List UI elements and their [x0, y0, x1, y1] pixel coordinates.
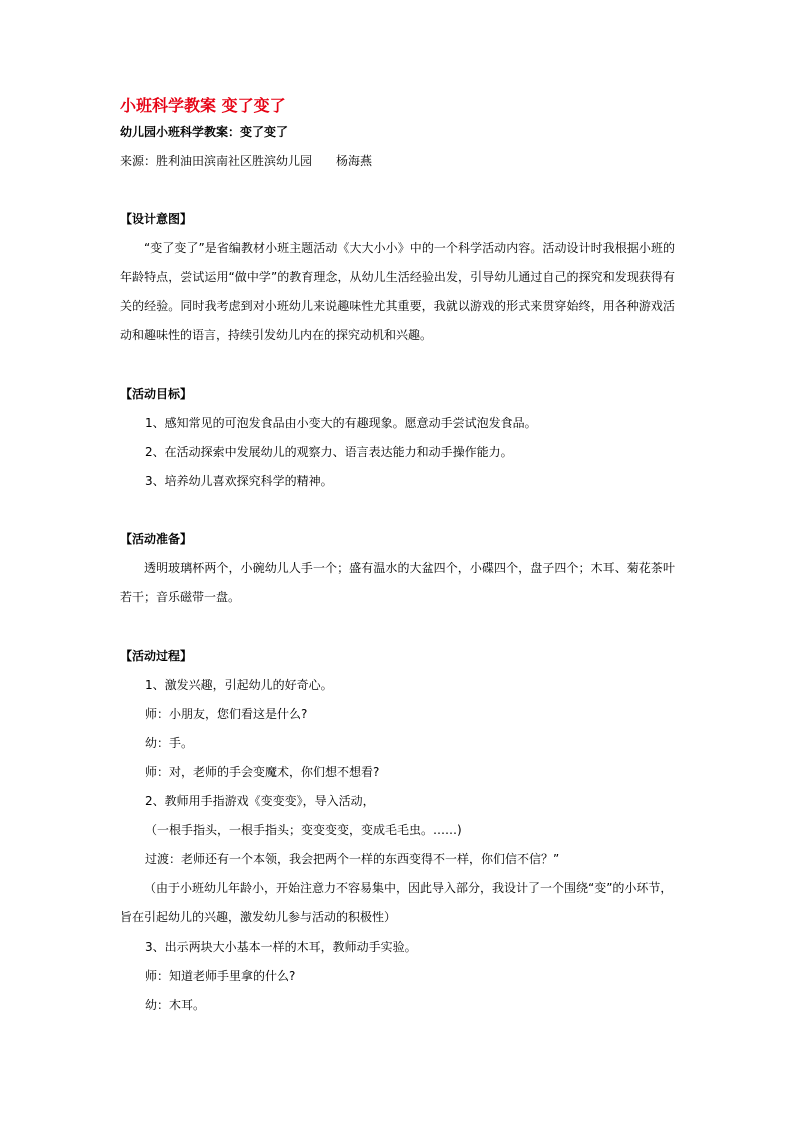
design-paragraph: “变了变了”是省编教材小班主题活动《大大小小》中的一个科学活动内容。活动设计时我根据小班的年龄特点，尝试运用“做中学”的教育理念，从幼儿生活经验出发，引导幼儿通过自己的探究和发现获得有关的经验。同时我考虑到对小班幼儿来说趣味性尤其重要，我就以游戏的形式来贯穿始终，用各种游戏活动和趣味性的语言，持续引发幼儿内在的探究动机和兴趣。 [120, 241, 675, 342]
goals-heading: 【活动目标】 [120, 387, 193, 401]
process-line: 师：知道老师手里拿的什么? [145, 969, 296, 983]
goal-item: 3、培养幼儿喜欢探究科学的精神。 [145, 474, 333, 488]
goal-item: 1、感知常见的可泡发食品由小变大的有趣现象。愿意动手尝试泡发食品。 [145, 416, 537, 430]
prep-paragraph: 透明玻璃杯两个，小碗幼儿人手一个；盛有温水的大盆四个，小碟四个，盘子四个；木耳、菊花茶叶若干；音乐磁带一盘。 [120, 561, 675, 604]
doc-subtitle: 幼儿园小班科学教案：变了变了 [120, 125, 289, 139]
process-line: 2、教师用手指游戏《变变变》，导入活动， [145, 794, 375, 808]
process-note: （由于小班幼儿年龄小，开始注意力不容易集中，因此导入部分，我设计了一个围绕“变”的小环节，旨在引起幼儿的兴趣，激发幼儿参与活动的积极性） [120, 881, 673, 924]
process-line: 幼：木耳。 [145, 998, 206, 1012]
process-line: 师：对，老师的手会变魔术，你们想不想看? [145, 765, 380, 779]
process-line: （一根手指头，一根手指头；变变变变，变成毛毛虫。……) [145, 823, 462, 837]
prep-heading: 【活动准备】 [120, 532, 193, 546]
process-line: 3、出示两块大小基本一样的木耳，教师动手实验。 [145, 940, 417, 954]
doc-title: 小班科学教案 变了变了 [120, 96, 286, 115]
process-line: 幼：手。 [145, 736, 194, 750]
process-line: 过渡：老师还有一个本领，我会把两个一样的东西变得不一样，你们信不信？” [145, 852, 560, 866]
process-line: 1、激发兴趣，引起幼儿的好奇心。 [145, 678, 333, 692]
design-heading: 【设计意图】 [120, 212, 193, 226]
goal-item: 2、在活动探索中发展幼儿的观察力、语言表达能力和动手操作能力。 [145, 445, 513, 459]
process-line: 师：小朋友，您们看这是什么? [145, 707, 308, 721]
process-heading: 【活动过程】 [120, 649, 193, 663]
doc-source: 来源：胜利油田滨南社区胜滨幼儿园 杨海燕 [120, 154, 373, 168]
